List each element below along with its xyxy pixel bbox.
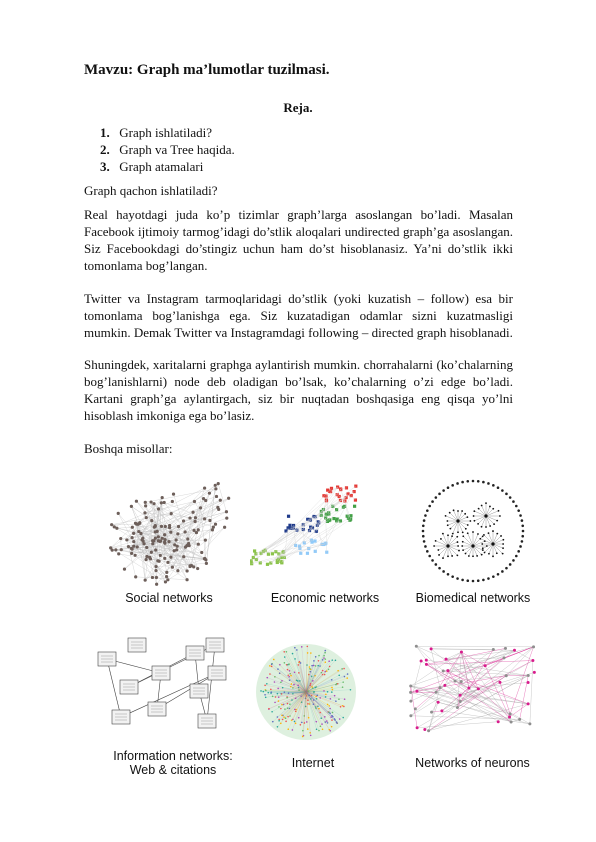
internet-network-image	[252, 640, 360, 744]
social-networks-label: Social networks	[125, 591, 213, 605]
plan-item	[100, 124, 235, 141]
economic-networks-label: Economic networks	[270, 591, 380, 605]
neurons-label: Networks of neurons	[415, 756, 530, 770]
paragraph-maps: Shuningdek, xaritalarni graphga aylantirish mumkin. chorrahalarni (ko’chalarning bog’lanishlarni) node deb oladigan bo’lsak, ko’chalarning o’zi edge bo’ladi. Kartani graph’ga aylantirgach, siz bir nuqtadan boshqasiga eng qisqa yo’lni hisoblash imkoniga ega bo’lasiz.	[84, 357, 513, 423]
plan-item-text: Graph va Tree haqida.	[119, 142, 235, 157]
paragraph-twitter: Twitter va Instagram tarmoqlaridagi do’stlik (yoki kuzatish – follow) esa bir tomonlama bog’lanishga ega. Siz kuzatadigan odamlar sizni kuzatmasligi mumkin. Demak Twitter va Instagramdagi following – directed graph hisoblanadi.	[84, 291, 513, 340]
information-networks-label	[100, 749, 246, 777]
information-networks-label-line1: Information networks:	[113, 749, 233, 763]
paragraph-facebook: Real hayotdagi juda ko’p tizimlar graph’larga asoslangan bo’ladi. Masalan Facebook ijtimoiy tarmog’idagi do’stlik aloqalari undirected graph’ga asoslangan. Siz Facebookdagi do’stingiz uchun ham do’st hisoblanasiz. Ya’ni do’stlik ikki tomonlama bog’langan.	[84, 207, 513, 273]
economic-network-image	[250, 476, 400, 586]
information-network-image	[90, 632, 240, 744]
document-title: Mavzu: Graph ma’lumotlar tuzilmasi.	[84, 62, 330, 78]
plan-item-number: 3.	[100, 159, 110, 174]
examples-heading: Boshqa misollar:	[84, 441, 173, 456]
biomedical-networks-label: Biomedical networks	[415, 591, 531, 605]
plan-item-text: Graph atamalari	[119, 159, 204, 174]
social-network-image	[102, 476, 236, 586]
plan-heading: Reja.	[283, 100, 313, 115]
internet-label: Internet	[291, 756, 335, 770]
plan-item-number: 1.	[100, 125, 110, 140]
plan-item	[100, 141, 235, 158]
plan-item-number: 2.	[100, 142, 110, 157]
plan-item	[100, 158, 235, 175]
plan-list	[100, 124, 235, 175]
plan-item-text: Graph ishlatiladi?	[119, 125, 213, 140]
section-heading: Graph qachon ishlatiladi?	[84, 183, 218, 198]
biomedical-network-image	[418, 476, 528, 586]
neurons-network-image	[400, 640, 540, 744]
information-networks-label-line2: Web & citations	[129, 763, 217, 777]
